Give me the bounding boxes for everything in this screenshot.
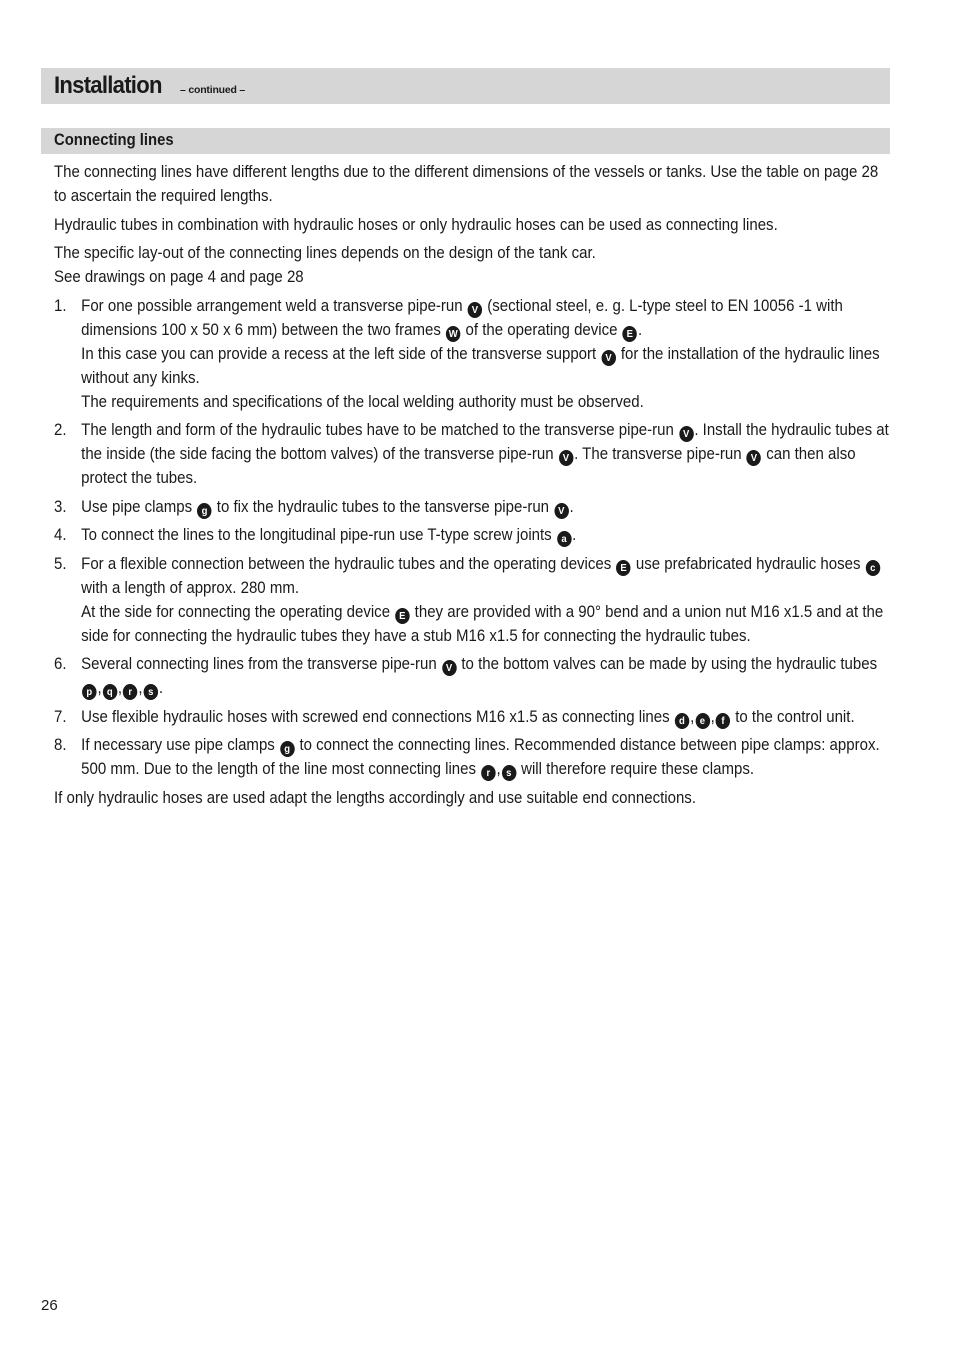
section-header-bar [41, 128, 890, 154]
step-text: to connect the connecting lines. Recommended distance between pipe clamps: approx. 500 mm. Due to the length of the line most connecting lines [81, 735, 880, 778]
list-item [54, 523, 892, 547]
step-text: The length and form of the hydraulic tubes have to be matched to the transverse pipe-run [81, 420, 679, 439]
intro-paragraph-3-line-1: The specific lay-out of the connecting lines depends on the design of the tank car. [54, 243, 596, 262]
step-text: If necessary use pipe clamps [81, 735, 279, 754]
ref-badge-icon: E [395, 608, 409, 624]
step-text: will therefore require these clamps. [516, 759, 755, 778]
step-text: For one possible arrangement weld a transverse pipe-run [81, 295, 467, 315]
page-title: Installation [54, 72, 162, 99]
ref-badge-icon: p [82, 684, 96, 700]
intro-paragraph-3 [54, 241, 892, 289]
step-separator: , [690, 706, 695, 726]
step-text: In this case you can provide a recess at the left side of the transverse support [81, 343, 601, 363]
step-text: with a length of approx. 280 mm. [81, 577, 300, 597]
ref-badge-icon: a [557, 531, 571, 547]
list-item-number: 8. [54, 735, 67, 754]
step-text: to the control unit. [731, 706, 855, 726]
step-text: Use pipe clamps [81, 496, 197, 516]
list-item-number: 7. [54, 706, 67, 726]
step-text: (sectional steel, e. g. L-type steel to EN 10056 -1 with dimensions 100 x 50 x 6 mm) between the two frames [81, 295, 843, 339]
step-text: Several connecting lines from the transverse pipe-run [81, 654, 441, 673]
list-item [54, 495, 892, 519]
ref-badge-icon: f [716, 713, 730, 729]
page-number: 26 [41, 1297, 58, 1314]
ref-badge-icon: e [695, 713, 709, 729]
ref-badge-icon: c [866, 560, 880, 576]
list-item [54, 552, 892, 648]
intro-paragraph-3-line-2: See drawings on page 4 and page 28 [54, 267, 304, 286]
ref-badge-icon: g [280, 741, 294, 757]
list-item [54, 652, 892, 700]
step-text: Use flexible hydraulic hoses with screwed end connections M16 x1.5 as connecting lines [81, 706, 674, 726]
step-text: for the installation of the hydraulic lines without any kinks. [81, 343, 880, 387]
page-header-bar [41, 68, 890, 104]
section-body [54, 160, 892, 814]
step-text: . [637, 319, 643, 339]
ref-badge-icon: V [679, 426, 693, 442]
installation-steps-list [54, 294, 892, 782]
step-separator: , [710, 706, 715, 726]
step-text: . Install the hydraulic tubes at the inside (the side facing the bottom valves) of the transverse pipe-run [81, 420, 889, 463]
step-text: . [569, 496, 574, 516]
intro-paragraph-1: The connecting lines have different lengths due to the different dimensions of the vessels or tanks. Use the table on page 28 to ascertain the required lengths. [54, 162, 879, 205]
step-text: . [572, 525, 577, 544]
ref-badge-icon: s [143, 684, 157, 700]
list-item-number: 4. [54, 525, 67, 544]
list-item-number: 3. [54, 496, 67, 516]
list-item [54, 733, 892, 781]
step-separator: , [138, 678, 143, 697]
step-text: to fix the hydraulic tubes to the tansverse pipe-run [212, 496, 554, 516]
ref-badge-icon: E [623, 326, 637, 342]
step-separator: , [117, 678, 123, 697]
ref-badge-icon: V [601, 350, 615, 366]
step-separator: , [97, 678, 102, 697]
step-text: can then also protect the tubes. [81, 444, 856, 487]
step-text: use prefabricated hydraulic hoses [631, 553, 865, 573]
step-text: . The transverse pipe-run [574, 444, 746, 463]
step-text: The requirements and specifications of the local welding authority must be observed. [81, 391, 644, 411]
ref-badge-icon: d [675, 713, 689, 729]
ref-badge-icon: V [554, 503, 568, 519]
list-item [54, 705, 892, 729]
step-text: to the bottom valves can be made by using the hydraulic tubes [457, 654, 878, 673]
step-text: . [158, 678, 164, 697]
ref-badge-icon: V [468, 302, 482, 318]
list-item-number: 2. [54, 420, 67, 439]
ref-badge-icon: g [197, 503, 211, 519]
step-text: they are provided with a 90° bend and a union nut M16 x1.5 and at the side for connecting the hydraulic tubes they have a stub M16 x1.5 for connecting the hydraulic tubes. [81, 601, 884, 645]
step-text: To connect the lines to the longitudinal pipe-run use T-type screw joints [81, 525, 556, 544]
page-title-continued: – continued – [180, 84, 246, 96]
step-text: of the operating device [461, 319, 622, 339]
ref-badge-icon: q [103, 684, 117, 700]
list-item-number: 6. [54, 654, 67, 673]
list-item [54, 418, 892, 490]
list-item-number: 5. [54, 553, 67, 573]
step-text: For a flexible connection between the hydraulic tubes and the operating devices [81, 553, 616, 573]
ref-badge-icon: s [502, 765, 516, 781]
ref-badge-icon: V [442, 660, 456, 676]
ref-badge-icon: r [481, 765, 495, 781]
section-title: Connecting lines [54, 131, 174, 149]
list-item [54, 294, 892, 414]
list-item-number: 1. [54, 295, 67, 315]
step-text: At the side for connecting the operating device [81, 601, 395, 621]
closing-paragraph: If only hydraulic hoses are used adapt the lengths accordingly and use suitable end connections. [54, 787, 696, 807]
ref-badge-icon: r [123, 684, 137, 700]
step-separator: , [496, 759, 501, 778]
ref-badge-icon: V [747, 450, 761, 466]
intro-paragraph-2: Hydraulic tubes in combination with hydraulic hoses or only hydraulic hoses can be used as connecting lines. [54, 214, 778, 234]
ref-badge-icon: V [559, 450, 573, 466]
ref-badge-icon: W [446, 326, 460, 342]
ref-badge-icon: E [616, 560, 630, 576]
